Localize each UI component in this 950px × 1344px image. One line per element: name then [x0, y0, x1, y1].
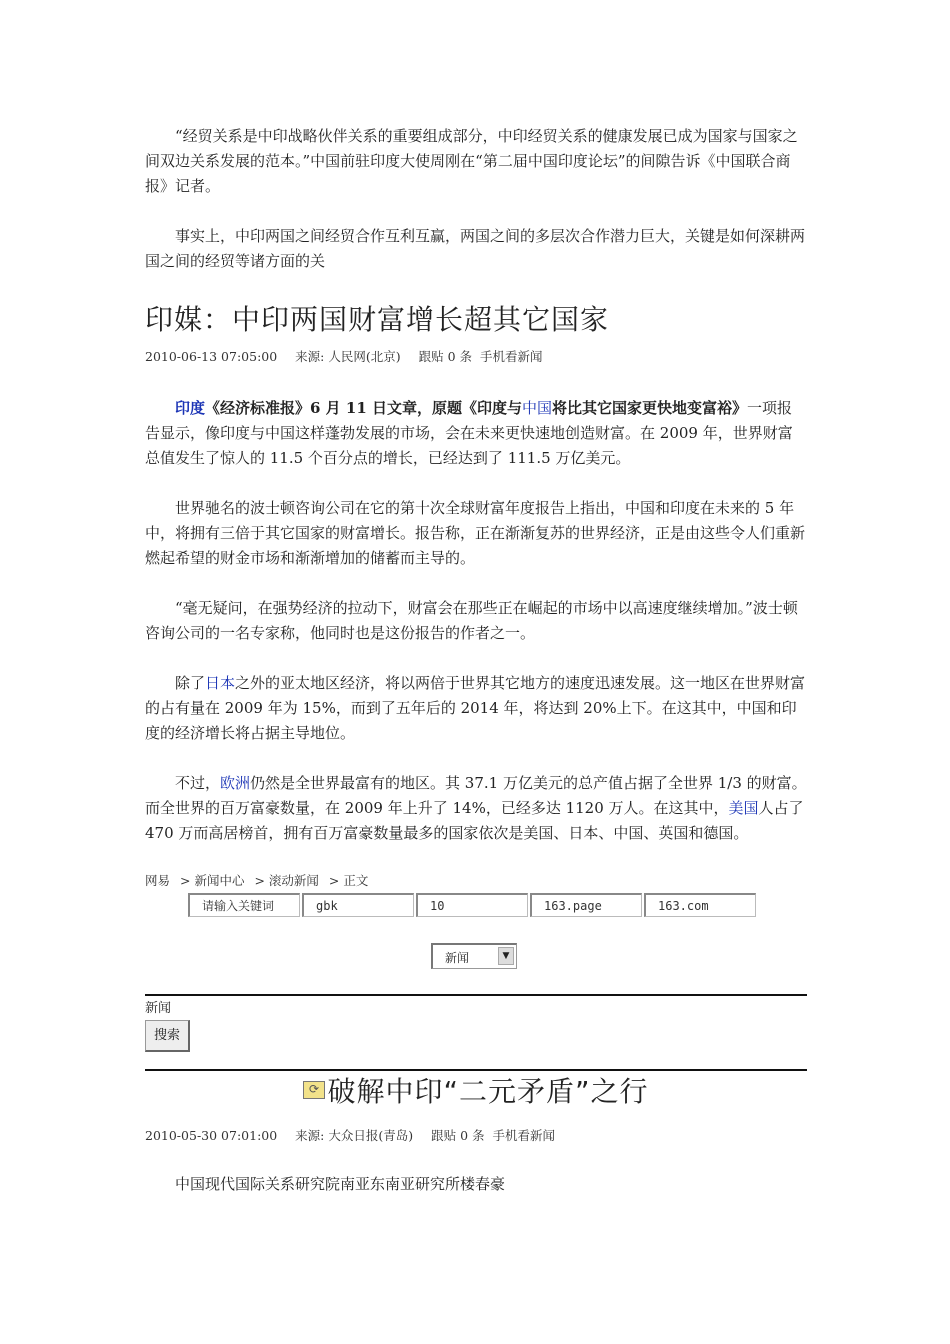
intro-paragraph-1: “经贸关系是中印战略伙伴关系的重要组成部分，中印经贸关系的健康发展已成为国家与国家之间双边关系发展的范本。”中国前驻印度大使周刚在“第二届中国印度论坛”的间隙告诉《中国联合商报》记者。 — [145, 127, 798, 195]
intro-block — [145, 124, 807, 274]
article-2-paragraph-1: 中国现代国际关系研究院南亚东南亚研究所楼春豪 — [175, 1175, 506, 1193]
divider — [145, 994, 807, 996]
article-1-paragraph-5: 不过，欧洲仍然是全世界最富有的地区。其 37.1 万亿美元的总产值占据了全世界 1/3 的财富。而全世界的百万富豪数量，在 2009 年上升了 14%，已经多达 1120 万人。在这其中，美国人占了 470 万而高居榜首，拥有百万富豪数量最多的国家依次是美国、日本、中国、英国和德国。 — [145, 774, 807, 842]
link-usa[interactable]: 美国 — [728, 799, 759, 817]
article-1-date: 2010-06-13 07:05:00 — [145, 349, 278, 364]
link-india[interactable]: 印度 — [175, 399, 206, 417]
image-placeholder-icon: ⟳ — [303, 1081, 325, 1099]
link-japan[interactable]: 日本 — [205, 674, 236, 692]
link-europe[interactable]: 欧洲 — [220, 774, 251, 792]
article-1-body — [145, 396, 807, 846]
article-2-follow: 跟贴 0 条 — [431, 1128, 485, 1143]
article-1-source: 来源: 人民网(北京) — [295, 349, 401, 364]
article-2-source: 来源: 大众日报(青岛) — [295, 1128, 414, 1143]
article-2-date: 2010-05-30 07:01:00 — [145, 1128, 278, 1143]
triangle-down-icon[interactable]: ▼ — [498, 947, 514, 965]
article-1-paragraph-2: 世界驰名的波士顿咨询公司在它的第十次全球财富年度报告上指出，中国和印度在未来的 5 年中，将拥有三倍于其它国家的财富增长。报告称，正在渐渐复苏的世界经济，正是由这些令人们重新燃起希望的财金市场和渐渐增加的储蓄而主导的。 — [145, 499, 806, 567]
article-1 — [145, 300, 807, 366]
search-label: 新闻 — [145, 1001, 172, 1016]
intro-paragraph-2: 事实上，中印两国之间经贸合作互利互赢，两国之间的多层次合作潜力巨大，关键是如何深耕两国之间的经贸等诸方面的关 — [145, 227, 806, 270]
search-button[interactable]: 搜索 — [145, 1020, 190, 1052]
article-1-follow: 跟贴 0 条 — [418, 349, 473, 364]
article-2-body — [145, 1172, 807, 1197]
article-1-paragraph-1: 印度《经济标准报》6 月 11 日文章，原题《印度与中国将比其它国家更快地变富裕》一项报告显示，像印度与中国这样蓬勃发展的市场，会在未来更快速地创造财富。在 2009 年，世界财富总值发生了惊人的 11.5 个百分点的增长，已经达到了 111.5 万亿美元。 — [145, 399, 793, 467]
breadcrumb — [145, 872, 807, 890]
count-field[interactable]: 10 — [416, 893, 528, 917]
channel-select[interactable] — [431, 943, 517, 969]
article-2 — [145, 1072, 807, 1112]
search-keyword-input[interactable]: 请输入关键词 — [188, 893, 300, 917]
article-1-title: 印媒：中印两国财富增长超其它国家 — [145, 303, 610, 336]
breadcrumb-item[interactable]: 网易 — [145, 873, 171, 888]
article-1-mobile: 手机看新闻 — [480, 349, 543, 364]
article-1-paragraph-3: “毫无疑问，在强势经济的拉动下，财富会在那些正在崛起的市场中以高速度继续增加。”波士顿咨询公司的一名专家称，他同时也是这份报告的作者之一。 — [145, 599, 798, 642]
search-fields-row — [188, 893, 758, 917]
article-2-meta — [145, 1127, 807, 1145]
article-2-title: ⟳ 破解中印“二元矛盾”之行 — [145, 1072, 807, 1112]
divider — [145, 1069, 807, 1071]
article-2-mobile: 手机看新闻 — [492, 1128, 556, 1143]
article-1-meta — [145, 348, 807, 366]
breadcrumb-item[interactable]: > 滚动新闻 — [254, 873, 319, 888]
channel-select-value: 新闻 — [445, 951, 470, 965]
article-1-paragraph-4: 除了日本之外的亚太地区经济，将以两倍于世界其它地方的速度迅速发展。这一地区在世界财富的占有量在 2009 年为 15%，而到了五年后的 2014 年，将达到 20%上下。在这其中，中国和印度的经济增长将占据主导地位。 — [145, 674, 806, 742]
site-field[interactable]: 163.com — [644, 893, 756, 917]
link-china[interactable]: 中国 — [522, 399, 553, 417]
page-field[interactable]: 163.page — [530, 893, 642, 917]
charset-field[interactable]: gbk — [302, 893, 414, 917]
breadcrumb-item: > 正文 — [328, 873, 369, 888]
breadcrumb-item[interactable]: > 新闻中心 — [180, 873, 245, 888]
